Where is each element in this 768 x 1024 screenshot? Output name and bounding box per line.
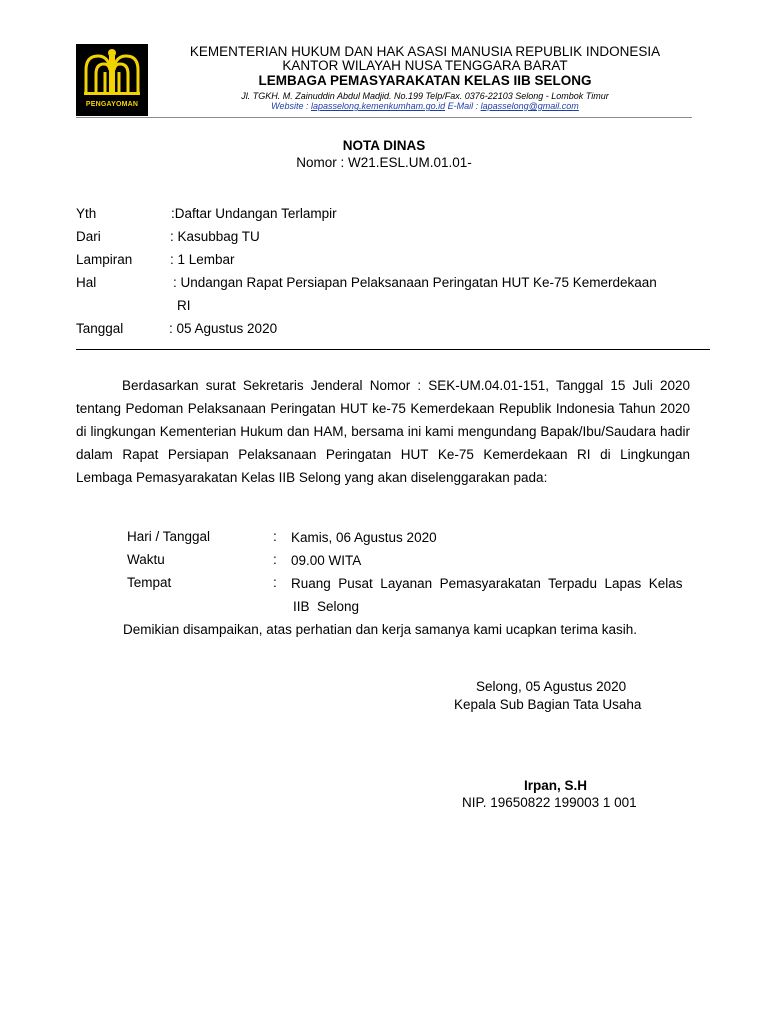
letterhead-divider	[76, 117, 692, 118]
hal-value-continued: RI	[177, 298, 191, 313]
yth-label: Yth	[76, 206, 97, 221]
regional-office: KANTOR WILAYAH NUSA TENGGARA BARAT	[282, 58, 568, 73]
hari-tanggal-label: Hari / Tanggal	[127, 529, 211, 544]
ministry-name: KEMENTERIAN HUKUM DAN HAK ASASI MANUSIA REPUBLIK INDONESIA	[189, 44, 661, 59]
pengayoman-logo	[76, 44, 148, 116]
dari-label: Dari	[76, 229, 101, 244]
dari-value: : Kasubbag TU	[170, 229, 260, 244]
institution-name: LEMBAGA PEMASYARAKATAN KELAS IIB SELONG	[258, 73, 592, 88]
logo-caption: PENGAYOMAN	[85, 101, 139, 108]
tempat-value: Ruang Pusat Layanan Pemasyarakatan Terpadu Lapas Kelas	[291, 576, 683, 591]
waktu-label: Waktu	[127, 552, 165, 567]
lampiran-label: Lampiran	[76, 252, 133, 267]
header-divider	[76, 349, 710, 350]
lampiran-value: : 1 Lembar	[170, 252, 235, 267]
website-link[interactable]: lapasselong.kemenkumham.go.id	[311, 101, 446, 111]
contact-line	[150, 101, 700, 112]
closing-sentence: Demikian disampaikan, atas perhatian dan kerja samanya kami ucapkan terima kasih.	[123, 622, 638, 637]
tanggal-value: : 05 Agustus 2020	[169, 321, 278, 336]
tempat-colon: :	[273, 575, 277, 590]
hal-value: : Undangan Rapat Persiapan Pelaksanaan Peringatan HUT Ke-75 Kemerdekaan	[173, 275, 657, 290]
waktu-colon: :	[273, 552, 277, 567]
yth-value: :Daftar Undangan Terlampir	[171, 206, 337, 221]
tempat-value-continued: IIB Selong	[293, 599, 360, 614]
tempat-label: Tempat	[127, 575, 172, 590]
body-paragraph: Berdasarkan surat Sekretaris Jenderal Nomor : SEK-UM.04.01-151, Tanggal 15 Juli 2020 tentang Pedoman Pelaksanaan Peringatan HUT ke-75 Kemerdekaan Republik Indonesia Tahun 2020 di lingkungan Kementerian Hukum dan HAM, bersama ini kami mengundang Bapak/Ibu/Saudara hadir dalam Rapat Persiapan Pelaksanaan Peringatan HUT Ke-75 Kemerdekaan RI di Lingkungan Lembaga Pemasyarakatan Kelas IIB Selong yang akan diselenggarakan pada:	[76, 378, 690, 485]
signatory-name: Irpan, S.H	[524, 778, 588, 793]
signature-position: Kepala Sub Bagian Tata Usaha	[454, 697, 642, 712]
hari-tanggal-colon: :	[273, 529, 277, 544]
document-number: Nomor : W21.ESL.UM.01.01-	[296, 155, 472, 170]
hal-label: Hal	[76, 275, 97, 290]
signatory-nip: NIP. 19650822 199003 1 001	[462, 795, 637, 810]
signature-place-date: Selong, 05 Agustus 2020	[476, 679, 627, 694]
address-line: Jl. TGKH. M. Zainuddin Abdul Madjid. No.199 Telp/Fax. 0376-22103 Selong - Lombok Timur	[241, 91, 609, 101]
document-title: NOTA DINAS	[342, 138, 426, 153]
website-label: Website :	[271, 101, 312, 111]
waktu-value: 09.00 WITA	[291, 553, 362, 568]
hari-tanggal-value: Kamis, 06 Agustus 2020	[291, 530, 437, 545]
email-link[interactable]: lapasselong@gmail.com	[480, 101, 579, 111]
tanggal-label: Tanggal	[76, 321, 124, 336]
email-label: E-Mail :	[445, 101, 481, 111]
